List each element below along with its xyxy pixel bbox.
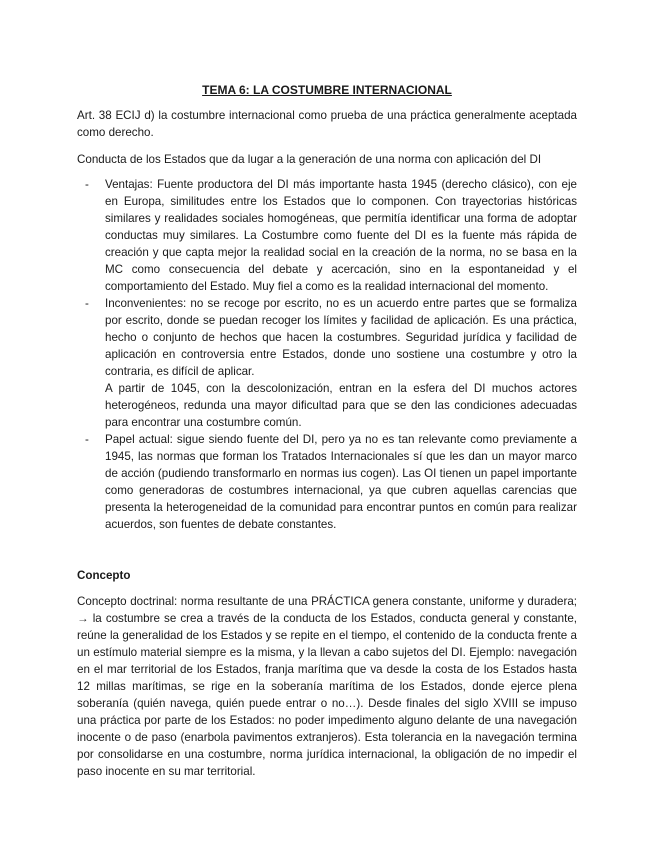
page-title: TEMA 6: LA COSTUMBRE INTERNACIONAL [202,83,452,97]
bullet-text-ventajas: Ventajas: Fuente productora del DI más importante hasta 1945 (derecho clásico), con eje en Europa, similitudes entre los Estados que lo componen. Con trayectorias históricas similares y realidades sociales homogéneas, que permitía identificar una forma de adoptar conductas muy similares. La Costumbre como fuente del DI es la fuente más rápida de creación y que capta mejor la realidad social en la creación de la norma, no se basa en la MC como consecuencia del debate y acercación, sino en la espontaneidad y el comportamiento del Estado. Muy fiel a como es la realidad internacional del momento. [105,178,577,293]
bullet-text-papel-actual: Papel actual: sigue siendo fuente del DI, pero ya no es tan relevante como previamente a 1945, las normas que forman los Tratados Internacionales sí que les dan un mayor marco de acción (pudiendo transformarlo en normas ius cogen). Las OI tienen un papel importante como generadoras de costumbres internacional, ya que cubren aquellas carencias que presenta la heterogeneidad de la comunidad para encontrar puntos en común para realizar acuerdos, son fuentes de debate constantes. [105,433,577,531]
list-item [77,176,577,295]
list-item [77,295,577,431]
intro-paragraph: Art. 38 ECIJ d) la costumbre internacional como prueba de una práctica generalmente aceptada como derecho. [77,109,577,139]
bullet-marker: - [85,297,89,310]
bullet-marker: - [85,433,89,446]
bullet-marker: - [85,178,89,191]
bullet-text-inconvenientes: Inconvenientes: no se recoge por escrito, no es un acuerdo entre partes que se formaliza por escrito, donde se puedan recoger los límites y facilidad de aplicación. Es una práctica, hecho o conjunto de hechos que hacen la costumbres. Seguridad jurídica y facilidad de aplicación en controversia entre Estados, donde uno sostiene una costumbre y otro la contraria, es difícil de aplicar. [105,297,577,378]
list-item [77,431,577,533]
intro-paragraph-2: Conducta de los Estados que da lugar a la generación de una norma con aplicación del DI [77,153,542,166]
bullet-subparagraph: A partir de 1045, con la descolonización, entran en la esfera del DI muchos actores heterogéneos, redunda una mayor dificultad para que se den las condiciones adecuadas para encontrar una costumbre común. [105,382,577,429]
section-heading-concepto: Concepto [77,569,131,582]
document-page [77,82,577,780]
concept-paragraph: Concepto doctrinal: norma resultante de una PRÁCTICA genera constante, uniforme y duradera; → la costumbre se crea a través de la conducta de los Estados, conducta general y constante, reúne la generalidad de los Estados y se repite en el tiempo, el contenido de la conducta frente a un estímulo material siempre es la misma, y la llevan a cabo sujetos del DI. Ejemplo: navegación en el mar territorial de los Estados, franja marítima que va desde la costa de los Estados hasta 12 millas marítimas, se rige en la soberanía marítima de los Estados, donde ejerce plena soberanía (quién navega, quién puede entrar o no…). Desde finales del siglo XVIII se impuso una práctica por parte de los Estados: no poder impedimento alguno delante de una navegación inocente o de paso (enarbola pavimentos extranjeros). Esta tolerancia en la navegación termina por consolidarse en una costumbre, norma jurídica internacional, la obligación de no impedir el paso inocente en su mar territorial. [77,595,577,778]
bullet-list [77,176,577,533]
